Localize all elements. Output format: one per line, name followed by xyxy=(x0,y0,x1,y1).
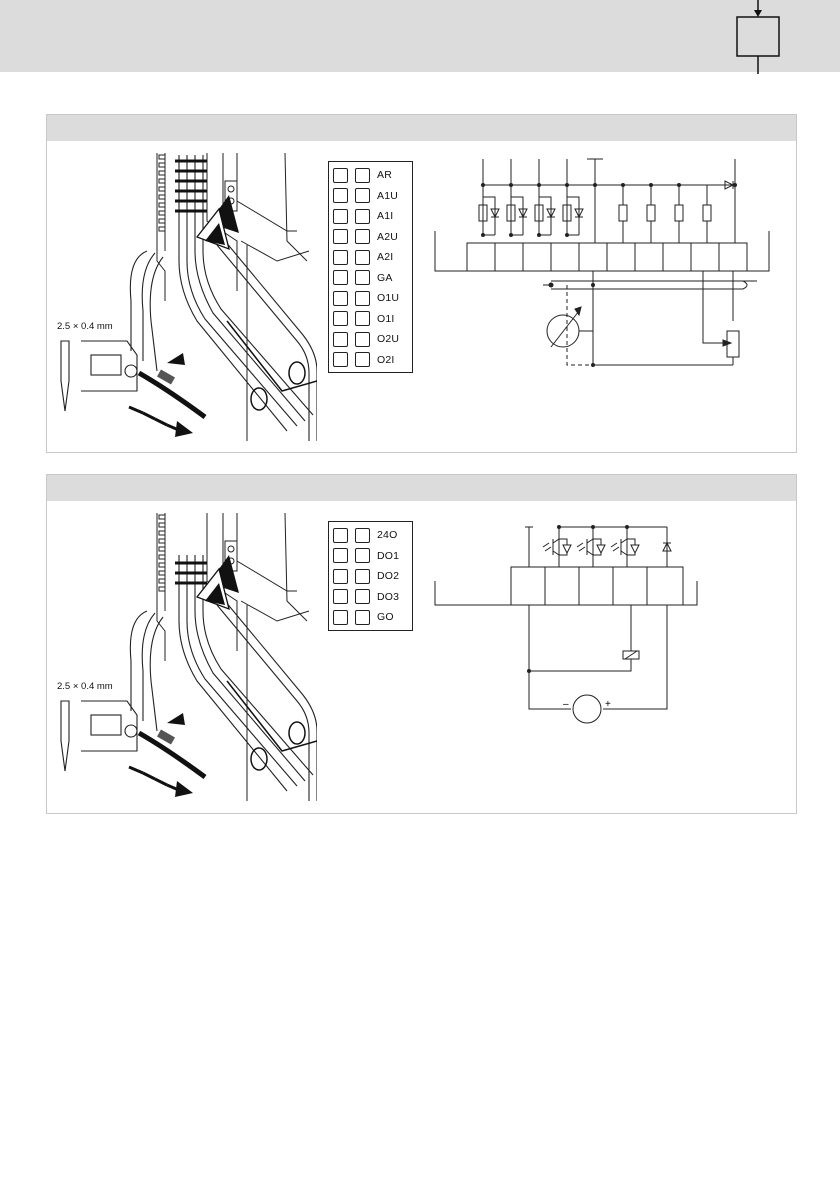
terminal-screw xyxy=(355,610,370,625)
terminal-screw xyxy=(355,291,370,306)
terminal-label: O1I xyxy=(377,312,395,325)
panel-title-bar xyxy=(47,475,796,501)
terminal-row xyxy=(329,309,412,330)
meter-plus-label: + xyxy=(605,699,611,710)
terminal-label: GO xyxy=(377,611,394,624)
terminal-row xyxy=(329,546,412,567)
terminal-row xyxy=(329,525,412,546)
terminal-slot xyxy=(333,291,348,306)
terminal-screw xyxy=(355,250,370,265)
header-band xyxy=(0,0,840,72)
terminal-slot xyxy=(333,569,348,584)
digital-output-schematic xyxy=(427,511,727,731)
terminal-row xyxy=(329,227,412,248)
digital-terminal-block xyxy=(328,521,413,631)
meter-minus-label: – xyxy=(563,699,569,710)
terminal-slot xyxy=(333,168,348,183)
terminal-screw xyxy=(355,168,370,183)
terminal-label: AR xyxy=(377,169,392,182)
terminal-row xyxy=(329,247,412,268)
terminal-screw xyxy=(355,569,370,584)
terminal-screw xyxy=(355,209,370,224)
terminal-label: DO3 xyxy=(377,590,400,603)
terminal-label: DO1 xyxy=(377,549,400,562)
terminal-slot xyxy=(333,270,348,285)
terminal-slot xyxy=(333,610,348,625)
analog-terminal-panel xyxy=(46,114,797,453)
terminal-label: A1I xyxy=(377,210,394,223)
wiring-illustration xyxy=(47,501,317,801)
terminal-label: O2U xyxy=(377,333,400,346)
terminal-slot xyxy=(333,352,348,367)
terminal-row xyxy=(329,165,412,186)
terminal-slot xyxy=(333,528,348,543)
terminal-slot xyxy=(333,229,348,244)
terminal-row xyxy=(329,329,412,350)
terminal-screw xyxy=(355,528,370,543)
terminal-slot xyxy=(333,589,348,604)
terminal-screw xyxy=(355,548,370,563)
tool-size-label: 2.5 × 0.4 mm xyxy=(57,681,113,692)
terminal-label: 24O xyxy=(377,529,398,542)
process-block-icon xyxy=(720,0,800,80)
terminal-screw xyxy=(355,270,370,285)
digital-output-panel xyxy=(46,474,797,814)
terminal-screw xyxy=(355,311,370,326)
terminal-row xyxy=(329,288,412,309)
terminal-label: DO2 xyxy=(377,570,400,583)
tool-size-label: 2.5 × 0.4 mm xyxy=(57,321,113,332)
terminal-label: GA xyxy=(377,271,393,284)
terminal-label: A2I xyxy=(377,251,394,264)
terminal-label: O2I xyxy=(377,353,395,366)
terminal-screw xyxy=(355,589,370,604)
terminal-row xyxy=(329,566,412,587)
wiring-illustration xyxy=(47,141,317,441)
terminal-row xyxy=(329,607,412,628)
terminal-slot xyxy=(333,209,348,224)
terminal-screw xyxy=(355,188,370,203)
terminal-label: O1U xyxy=(377,292,400,305)
terminal-slot xyxy=(333,548,348,563)
terminal-slot xyxy=(333,332,348,347)
analog-circuit-schematic xyxy=(427,151,787,381)
terminal-label: A2U xyxy=(377,230,399,243)
terminal-label: A1U xyxy=(377,189,399,202)
analog-terminal-block xyxy=(328,161,413,373)
panel-title-bar xyxy=(47,115,796,141)
terminal-row xyxy=(329,186,412,207)
terminal-row xyxy=(329,268,412,289)
terminal-row xyxy=(329,206,412,227)
terminal-row xyxy=(329,587,412,608)
terminal-row xyxy=(329,350,412,371)
terminal-screw xyxy=(355,229,370,244)
terminal-screw xyxy=(355,352,370,367)
terminal-slot xyxy=(333,311,348,326)
terminal-slot xyxy=(333,250,348,265)
terminal-slot xyxy=(333,188,348,203)
terminal-screw xyxy=(355,332,370,347)
